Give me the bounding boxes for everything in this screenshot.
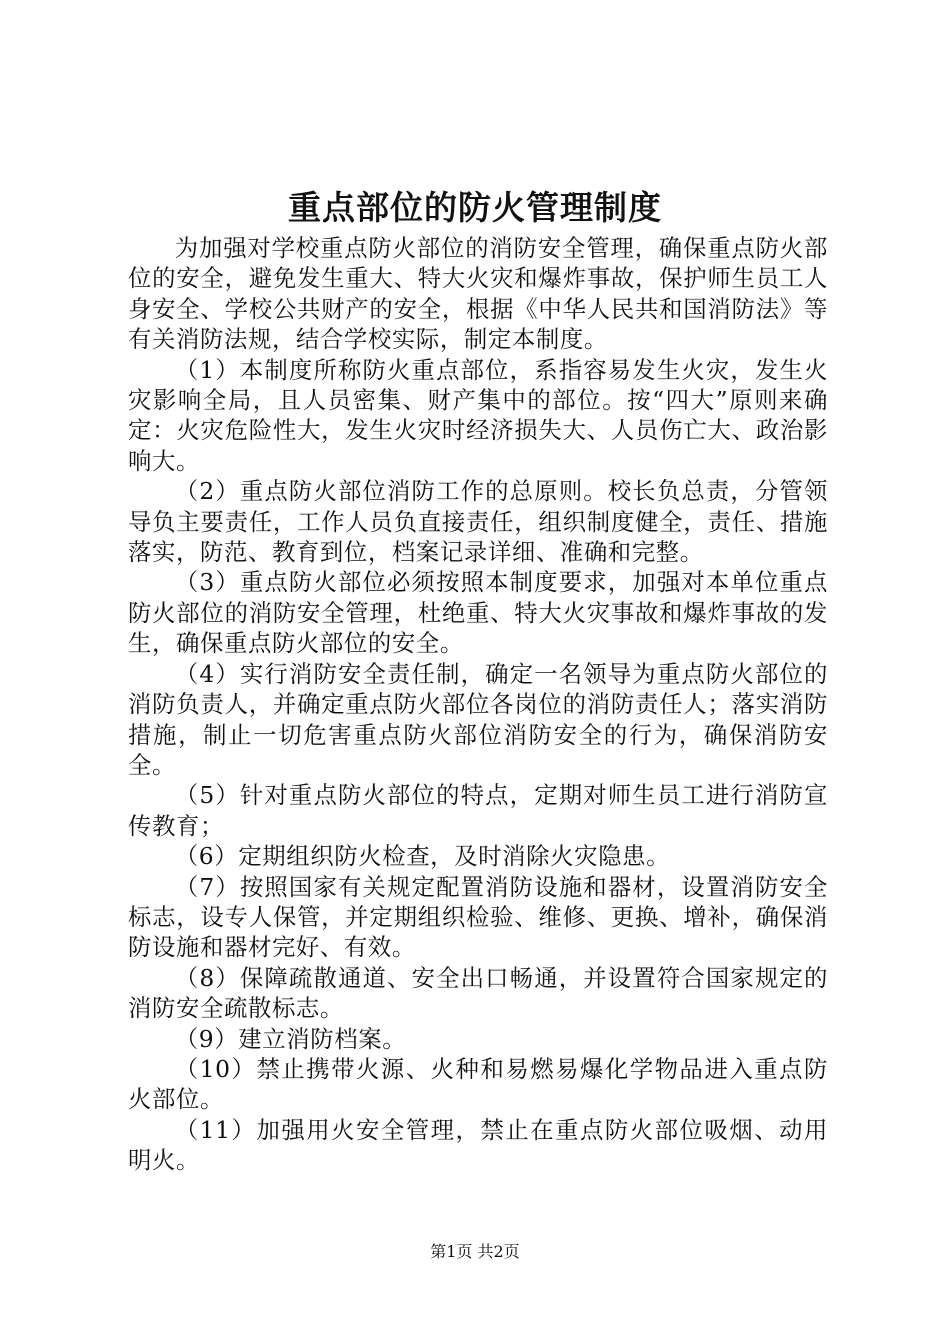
document-body [128,233,828,1176]
clause-9-paragraph: （9）建立消防档案。 [174,1024,407,1053]
intro-paragraph: 为加强对学校重点防火部位的消防安全管理，确保重点防火部位的安全，避免发生重大、特大火灾和爆炸事故，保护师生员工人身安全、学校公共财产的安全，根据《中华人民共和国消防法》等有关消防法规，结合学校实际，制定本制度。 [128,234,828,354]
clause-2-paragraph: （2）重点防火部位消防工作的总原则。校长负总责，分管领导负主要责任，工作人员负直接责任，组织制度健全，责任、措施落实，防范、教育到位，档案记录详细、准确和完整。 [128,477,828,567]
clause-8-paragraph: （8）保障疏散通道、安全出口畅通，并设置符合国家规定的消防安全疏散标志。 [128,963,828,1023]
clause-11-paragraph: （11）加强用火安全管理，禁止在重点防火部位吸烟、动用明火。 [128,1115,828,1175]
page-title: 重点部位的防火管理制度 [288,188,662,227]
clause-3-paragraph: （3）重点防火部位必须按照本制度要求，加强对本单位重点防火部位的消防安全管理，杜绝重、特大火灾事故和爆炸事故的发生，确保重点防火部位的安全。 [128,568,828,658]
clause-1-paragraph: （1）本制度所称防火重点部位，系指容易发生火灾，发生火灾影响全局，且人员密集、财产集中的部位。按“四大”原则来确定：火灾危险性大，发生火灾时经济损失大、人员伤亡大、政治影响大。 [128,355,828,475]
clause-10-paragraph: （10）禁止携带火源、火种和易燃易爆化学物品进入重点防火部位。 [128,1054,828,1114]
clause-4-paragraph: （4）实行消防安全责任制，确定一名领导为重点防火部位的消防负责人，并确定重点防火部位各岗位的消防责任人；落实消防措施，制止一切危害重点防火部位消防安全的行为，确保消防安全。 [128,659,828,779]
clause-5-paragraph: （5）针对重点防火部位的特点，定期对师生员工进行消防宣传教育； [128,781,828,840]
clause-7-paragraph: （7）按照国家有关规定配置消防设施和器材，设置消防安全标志，设专人保管，并定期组织检验、维修、更换、增补，确保消防设施和器材完好、有效。 [128,872,828,962]
page-number-footer: 第1页 共2页 [430,1242,520,1261]
clause-6-paragraph: （6）定期组织防火检查，及时消除火灾隐患。 [174,842,671,871]
